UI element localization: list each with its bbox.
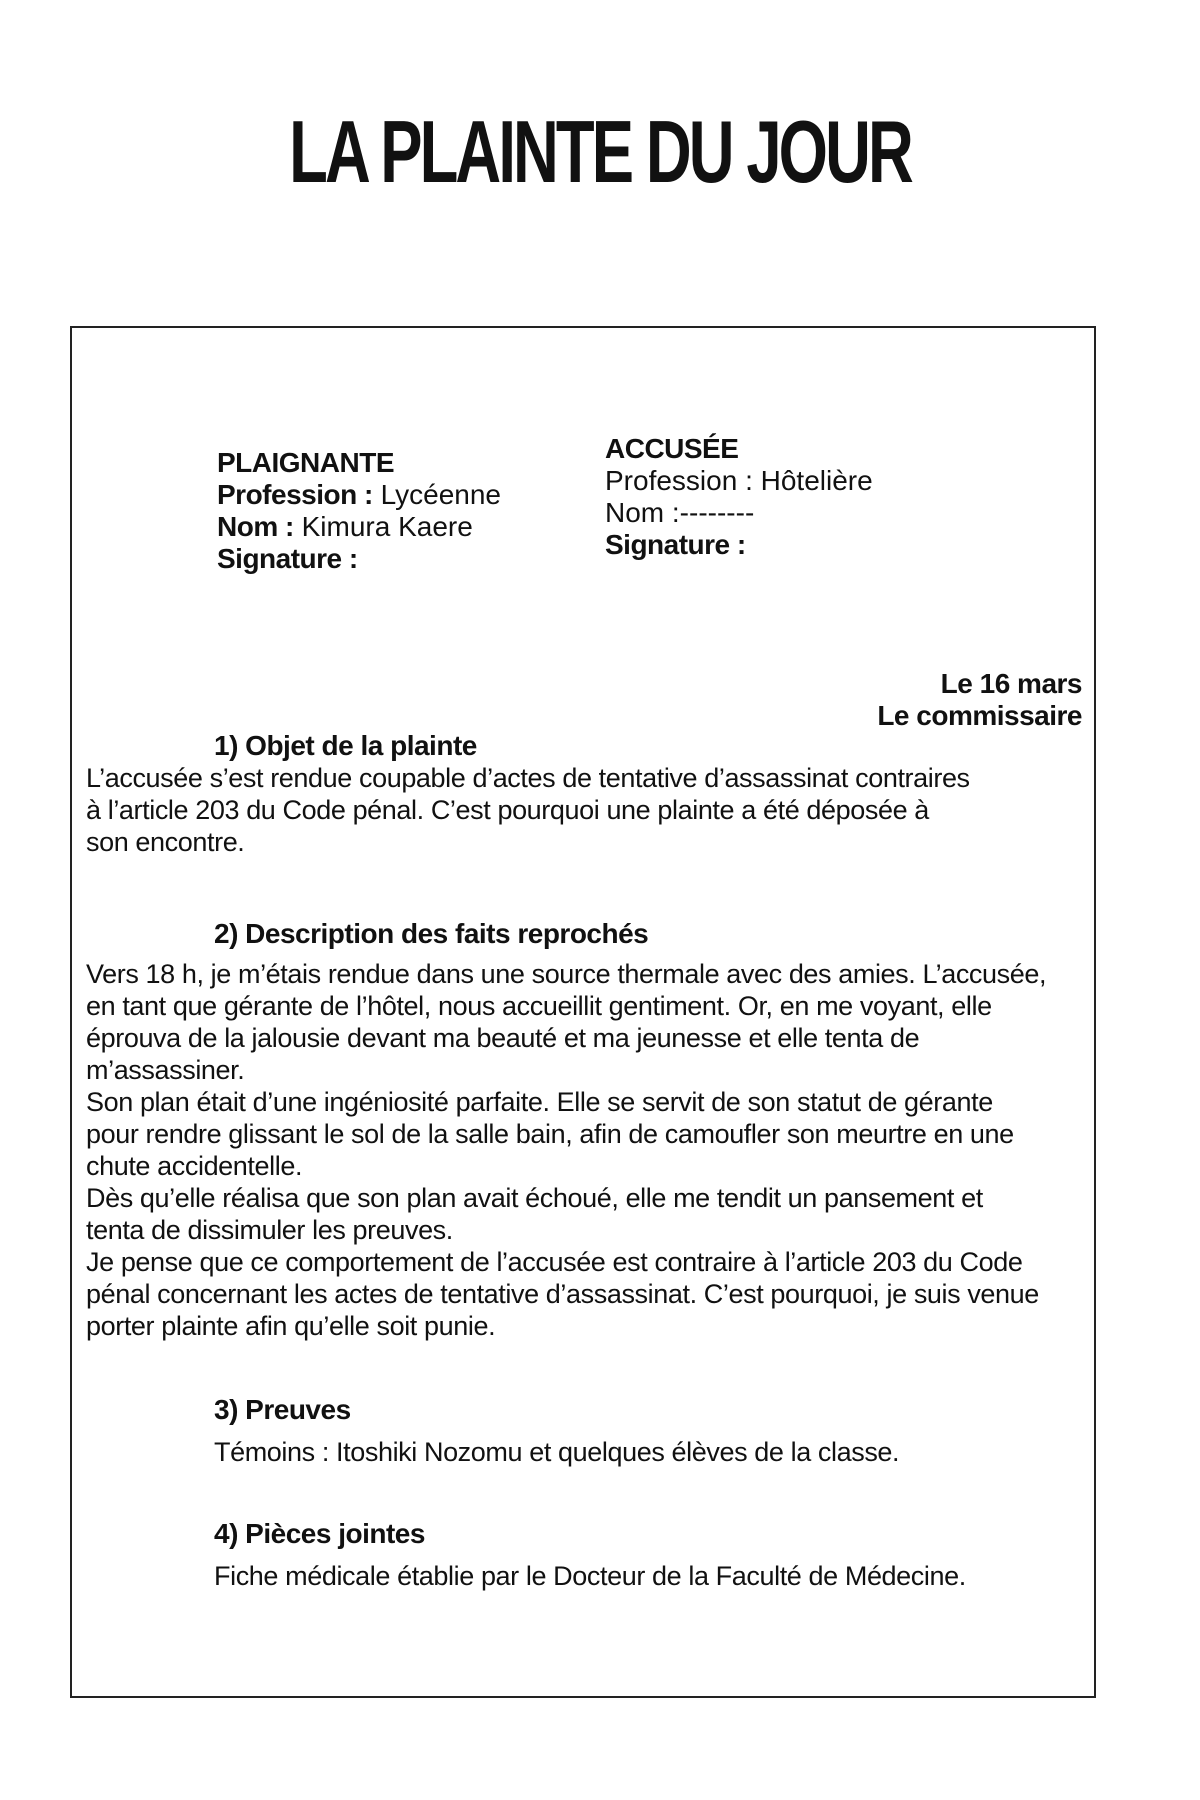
accused-signature: Signature :	[605, 529, 746, 560]
accused-heading: ACCUSÉE	[605, 433, 739, 464]
accused-block	[605, 433, 873, 561]
complaint-form	[70, 326, 1096, 1698]
section-object-title: 1) Objet de la plainte	[214, 730, 477, 761]
text-line: L’accusée s’est rendue coupable d’actes de tentative d’assassinat contraires	[86, 763, 970, 793]
section-object-body	[86, 762, 970, 858]
plaintiff-profession-label: Profession :	[217, 479, 373, 510]
section-attachments-body	[214, 1560, 966, 1592]
plaintiff-profession-value: Lycéenne	[380, 479, 501, 510]
section-attachments-title: 4) Pièces jointes	[214, 1518, 425, 1549]
accused-profession: Profession : Hôtelière	[605, 465, 873, 496]
text-line: pour rendre glissant le sol de la salle bain, afin de camoufler son meurtre en une	[86, 1119, 1014, 1149]
plaintiff-name	[217, 511, 501, 543]
plaintiff-profession	[217, 479, 501, 511]
plaintiff-name-value: Kimura Kaere	[301, 511, 473, 542]
text-line: son encontre.	[86, 827, 245, 857]
text-line: tenta de dissimuler les preuves.	[86, 1215, 453, 1245]
plaintiff-signature: Signature :	[217, 543, 358, 574]
plaintiff-block	[217, 447, 501, 575]
plaintiff-heading: PLAIGNANTE	[217, 447, 394, 478]
text-line: porter plainte afin qu’elle soit punie.	[86, 1311, 496, 1341]
text-line: m’assassiner.	[86, 1055, 245, 1085]
page-title: LA PLAINTE DU JOUR	[289, 102, 911, 201]
section-description-title: 2) Description des faits reprochés	[214, 918, 649, 949]
text-line: Témoins : Itoshiki Nozomu et quelques élèves de la classe.	[214, 1437, 900, 1467]
text-line: pénal concernant les actes de tentative d’assassinat. C’est pourquoi, je suis venue	[86, 1279, 1039, 1309]
section-evidence-title: 3) Preuves	[214, 1394, 351, 1425]
date-block	[877, 668, 1082, 732]
text-line: à l’article 203 du Code pénal. C’est pourquoi une plainte a été déposée à	[86, 795, 929, 825]
section-evidence-body	[214, 1436, 899, 1468]
officer-title: Le commissaire	[877, 700, 1082, 731]
text-line: Je pense que ce comportement de l’accusée est contraire à l’article 203 du Code	[86, 1247, 1023, 1277]
text-line: Fiche médicale établie par le Docteur de la Faculté de Médecine.	[214, 1561, 966, 1591]
plaintiff-name-label: Nom :	[217, 511, 294, 542]
text-line: en tant que gérante de l’hôtel, nous accueillit gentiment. Or, en me voyant, elle	[86, 991, 992, 1021]
text-line: chute accidentelle.	[86, 1151, 303, 1181]
accused-name: Nom :--------	[605, 497, 755, 528]
text-line: Vers 18 h, je m’étais rendue dans une source thermale avec des amies. L’accusée,	[86, 959, 1047, 989]
complaint-date: Le 16 mars	[940, 668, 1082, 699]
text-line: éprouva de la jalousie devant ma beauté et ma jeunesse et elle tenta de	[86, 1023, 920, 1053]
text-line: Dès qu’elle réalisa que son plan avait échoué, elle me tendit un pansement et	[86, 1183, 983, 1213]
section-description-body	[86, 958, 1046, 1342]
text-line: Son plan était d’une ingéniosité parfaite. Elle se servit de son statut de gérante	[86, 1087, 993, 1117]
